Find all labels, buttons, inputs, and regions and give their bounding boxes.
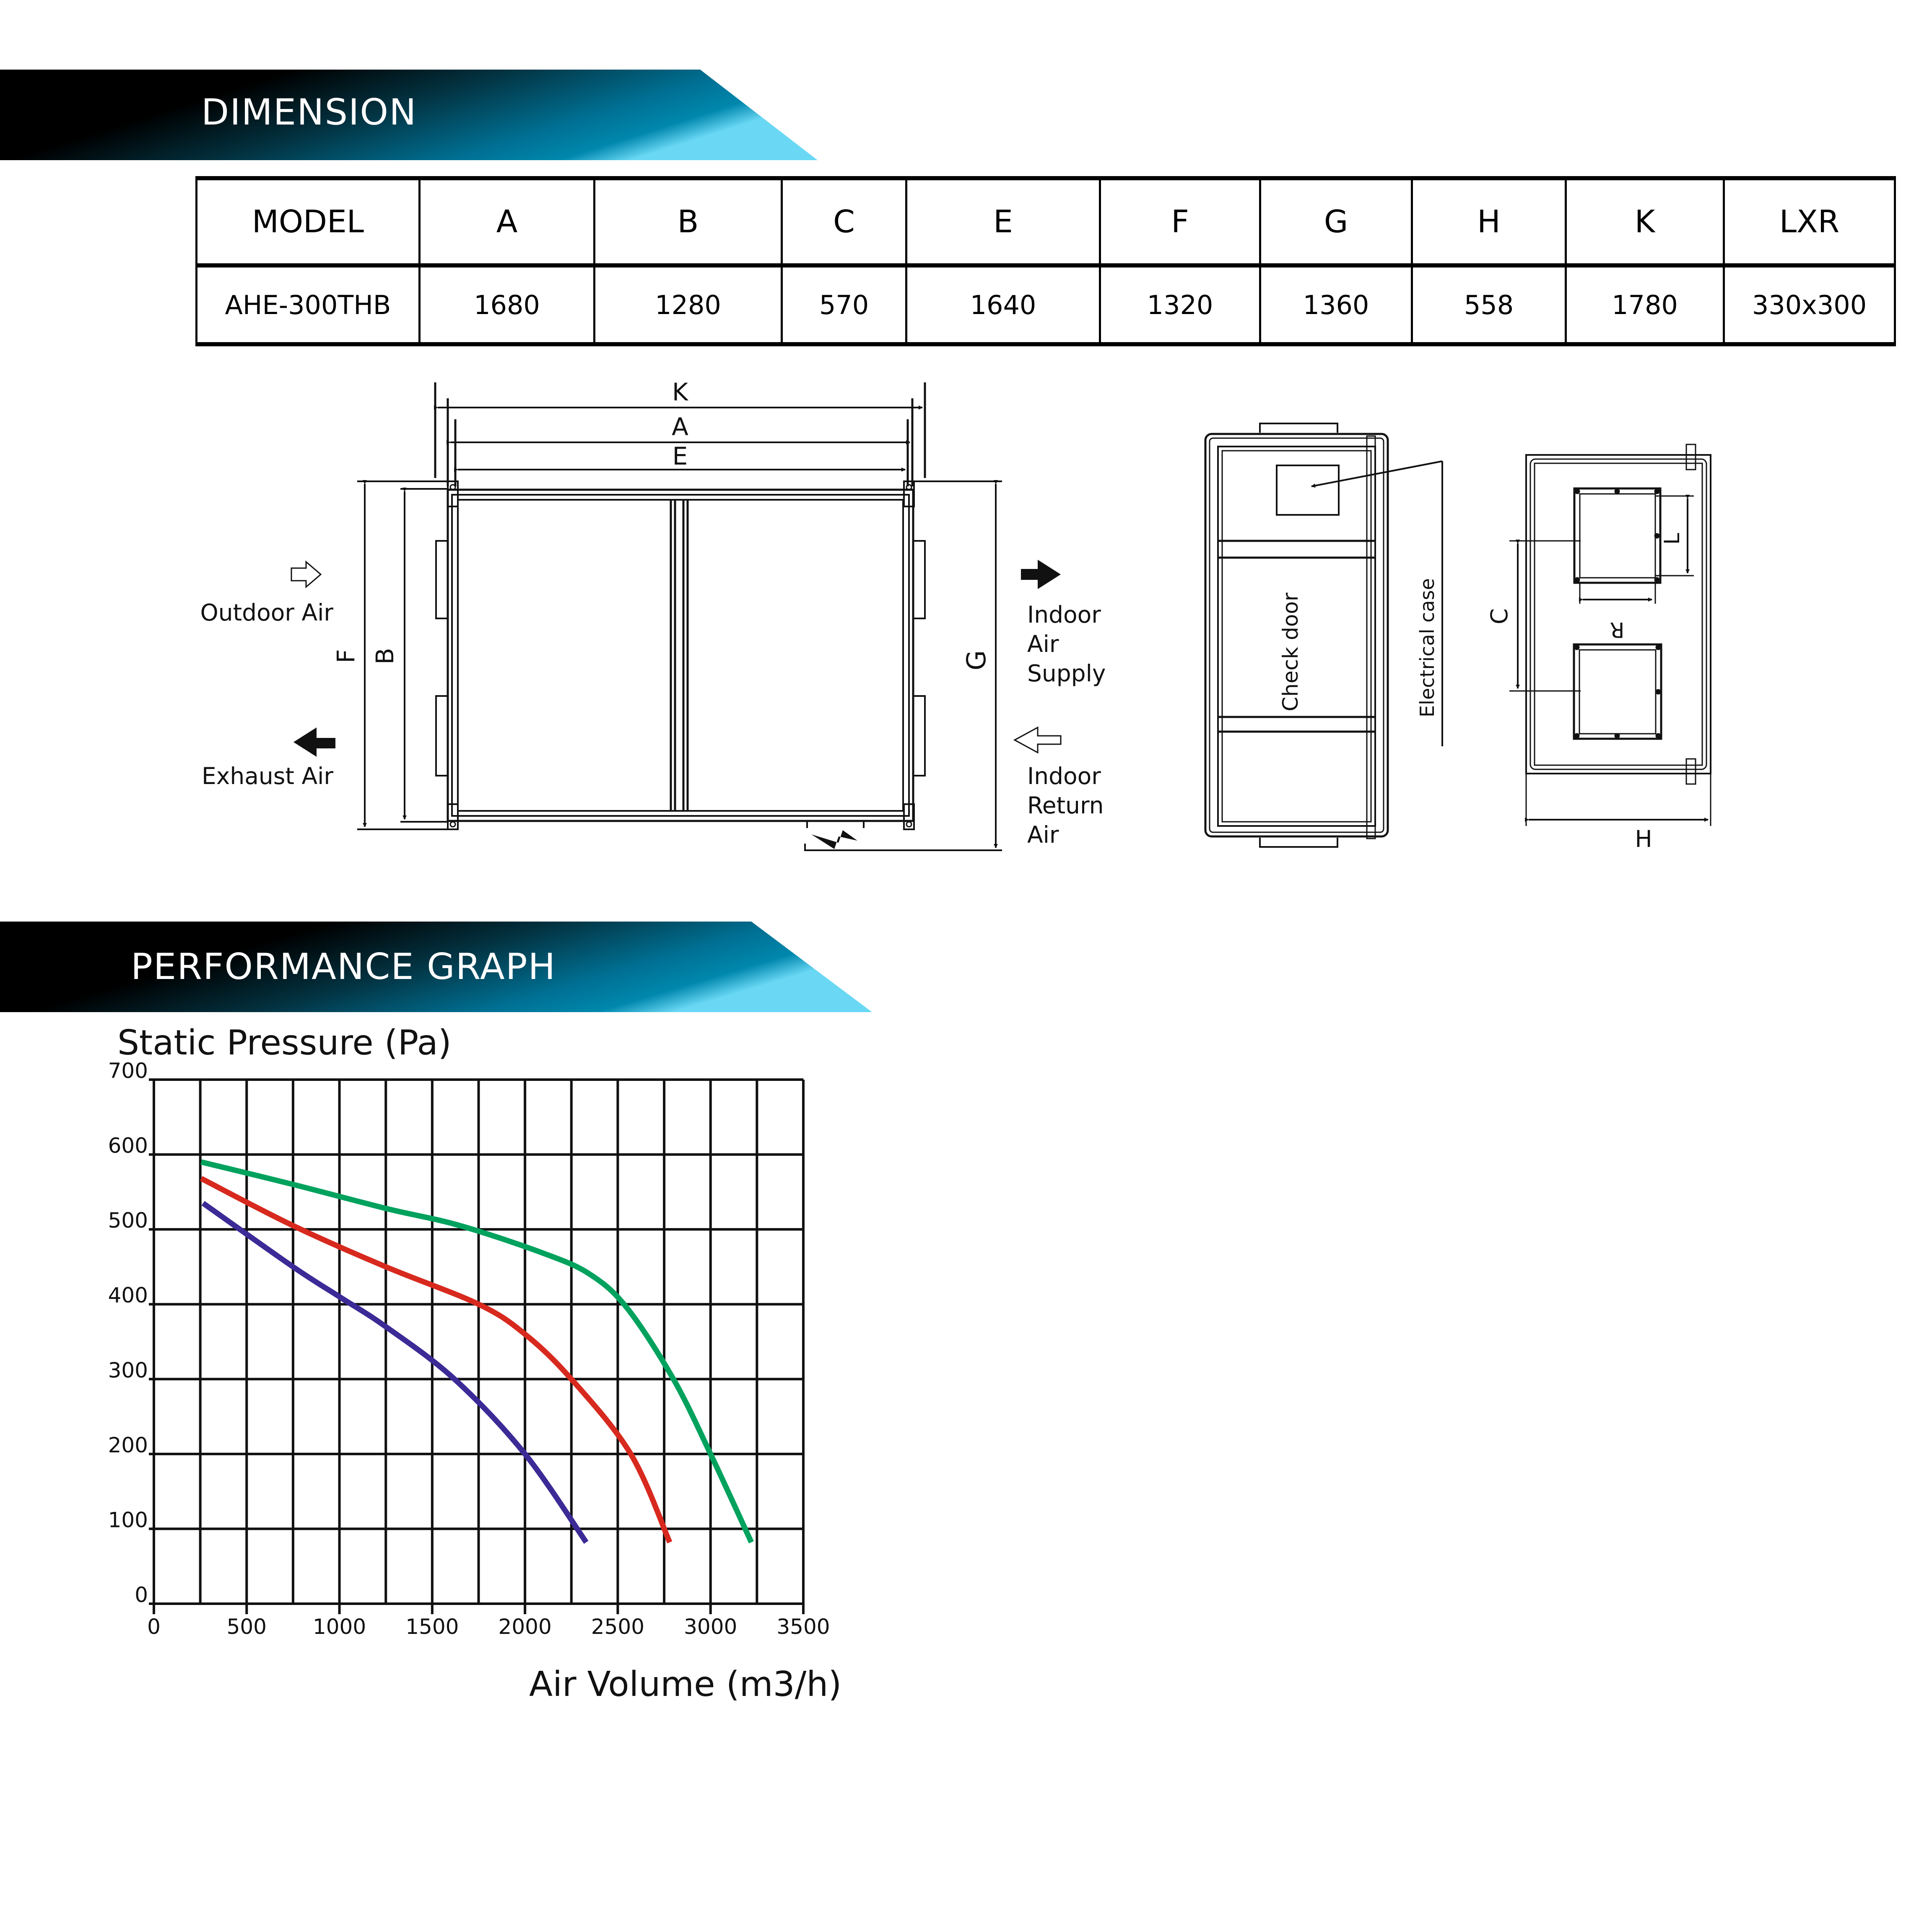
header-b: B	[595, 178, 782, 265]
x-tick-label: 3500	[776, 1615, 830, 1639]
cell-a: 1680	[420, 265, 595, 344]
header-model: MODEL	[197, 178, 420, 265]
cell-model: AHE-300THB	[197, 265, 420, 344]
dimension-title: DIMENSION	[201, 91, 417, 133]
header-g: G	[1260, 178, 1412, 265]
x-tick-label: 0	[147, 1615, 161, 1639]
dim-label-k: K	[672, 378, 688, 406]
cell-c: 570	[782, 265, 906, 344]
x-tick-label: 1000	[312, 1615, 366, 1639]
dim-label-l: L	[1660, 533, 1684, 545]
cell-b: 1280	[595, 265, 782, 344]
y-tick-label: 400	[108, 1283, 148, 1308]
exhaust-air-label: Exhaust Air	[202, 763, 333, 789]
front-view	[200, 378, 1106, 851]
side-view	[1205, 423, 1442, 847]
dim-label-a: A	[672, 413, 688, 441]
curve-ms	[201, 1179, 670, 1542]
cell-k: 1780	[1566, 265, 1724, 344]
dim-label-e: E	[672, 442, 688, 470]
cell-e: 1640	[906, 265, 1100, 344]
chart-ticks	[108, 1059, 830, 1639]
indoor-air-supply-label-1: Indoor	[1027, 601, 1101, 628]
indoor-return-air-label-2: Return	[1027, 792, 1104, 819]
indoor-return-air-label-3: Air	[1027, 821, 1059, 848]
dim-label-r: R	[1610, 618, 1625, 642]
technical-drawing	[0, 0, 1932, 901]
dim-label-f: F	[332, 649, 360, 663]
x-tick-label: 2000	[498, 1615, 552, 1639]
cell-f: 1320	[1100, 265, 1260, 344]
header-c: C	[782, 178, 906, 265]
performance-title: PERFORMANCE GRAPH	[131, 946, 556, 988]
header-f: F	[1100, 178, 1260, 265]
header-k: K	[1566, 178, 1724, 265]
y-tick-label: 600	[108, 1133, 148, 1158]
outdoor-air-arrow-icon	[291, 562, 321, 587]
header-e: E	[906, 178, 1100, 265]
end-view	[1486, 444, 1711, 852]
chart-grid	[149, 1080, 803, 1604]
x-axis-title: Air Volume (m3/h)	[529, 1665, 842, 1704]
x-tick-label: 2500	[591, 1615, 645, 1639]
y-tick-label: 500	[108, 1208, 148, 1233]
x-tick-label: 500	[226, 1615, 267, 1639]
header-h: H	[1412, 178, 1566, 265]
dim-label-c: C	[1486, 608, 1513, 625]
dim-label-h: H	[1635, 826, 1652, 852]
indoor-return-air-label-1: Indoor	[1027, 763, 1101, 789]
outdoor-air-label: Outdoor Air	[200, 599, 333, 626]
electrical-case-label: Electrical case	[1416, 578, 1439, 717]
cell-lxr: 330x300	[1724, 265, 1895, 344]
cell-h: 558	[1412, 265, 1566, 344]
indoor-air-supply-label-3: Supply	[1027, 660, 1106, 687]
chart-curves	[201, 1162, 751, 1542]
curve-hs	[201, 1162, 751, 1542]
indoor-return-air-arrow-icon	[1015, 727, 1061, 753]
break-symbol-icon	[811, 830, 857, 849]
y-tick-label: 300	[108, 1358, 148, 1383]
y-tick-label: 200	[108, 1433, 148, 1457]
performance-banner	[0, 922, 872, 1012]
dim-label-g: G	[961, 650, 992, 671]
x-tick-label: 3000	[684, 1615, 737, 1639]
dim-label-b: B	[371, 648, 399, 665]
check-door-label: Check door	[1278, 592, 1303, 712]
indoor-air-supply-arrow-icon	[1021, 560, 1061, 589]
curve-ls	[203, 1203, 586, 1542]
y-axis-title: Static Pressure (Pa)	[117, 1023, 452, 1063]
y-tick-label: 0	[135, 1583, 148, 1607]
header-a: A	[420, 178, 595, 265]
indoor-air-supply-label-2: Air	[1027, 631, 1059, 657]
y-tick-label: 100	[108, 1508, 148, 1532]
cell-g: 1360	[1260, 265, 1412, 344]
exhaust-air-arrow-icon	[293, 727, 335, 757]
y-tick-label: 700	[108, 1059, 148, 1083]
x-tick-label: 1500	[405, 1615, 459, 1639]
header-lxr: LXR	[1724, 178, 1895, 265]
